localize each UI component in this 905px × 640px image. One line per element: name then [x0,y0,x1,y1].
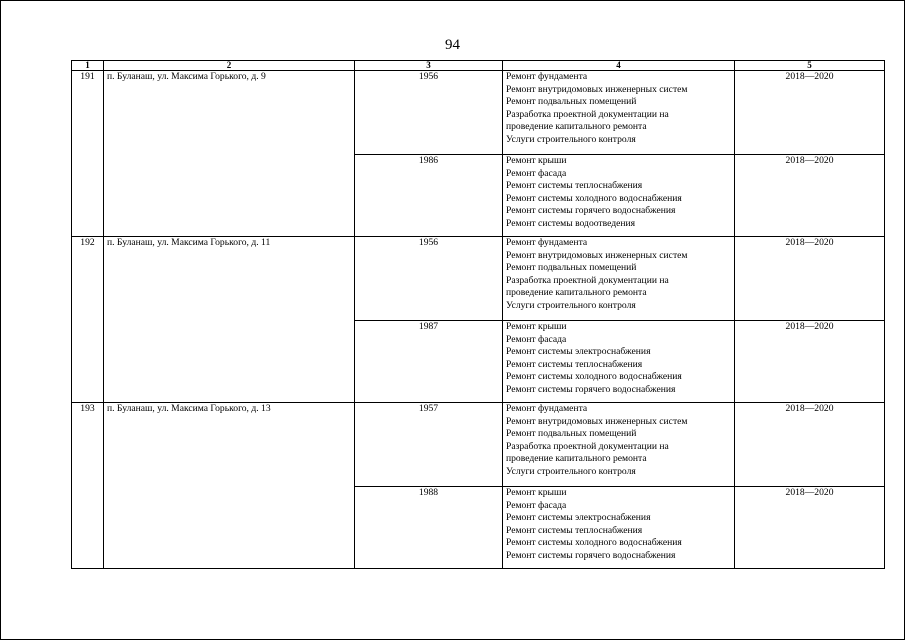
work-item: Ремонт подвальных помещений [506,96,637,108]
work-item: проведение капитального ремонта [506,121,647,133]
entry-number: 191 [72,71,104,237]
works-list [503,321,735,403]
work-item: Разработка проектной документации на [506,274,669,286]
entry-number: 192 [72,237,104,403]
work-item: Ремонт фундамента [506,237,588,248]
table-body [72,71,885,569]
entry-year: 1988 [355,487,503,569]
work-item: Ремонт системы холодного водоснабжения [506,537,682,549]
header-row [72,61,885,71]
work-item: Ремонт фасада [506,167,567,179]
work-item: проведение капитального ремонта [506,287,647,299]
work-item: Ремонт системы холодного водоснабжения [506,371,682,383]
works-list [503,237,735,321]
work-item: Ремонт подвальных помещений [506,428,637,440]
work-item: Ремонт внутридомовых инженерных систем [506,415,688,427]
entry-year: 1987 [355,321,503,403]
works-list [503,71,735,155]
entry-year: 1957 [355,403,503,487]
repair-schedule-table [71,60,885,569]
column-header: 1 [72,61,104,71]
column-header: 4 [503,61,735,71]
works-list [503,403,735,487]
work-item: Ремонт системы горячего водоснабжения [506,549,676,561]
entry-period: 2018—2020 [735,403,885,487]
entry-period: 2018—2020 [735,321,885,403]
entry-year: 1986 [355,155,503,237]
entry-address: п. Буланаш, ул. Максима Горького, д. 13 [104,403,355,569]
work-item: Ремонт внутридомовых инженерных систем [506,249,688,261]
table-row [72,237,885,321]
work-item: Ремонт внутридомовых инженерных систем [506,83,688,95]
table-row [72,71,885,155]
entry-period: 2018—2020 [735,237,885,321]
work-item: Ремонт крыши [506,487,567,498]
work-item: Ремонт системы электроснабжения [506,346,651,358]
column-header: 3 [355,61,503,71]
work-item: Ремонт системы водоотведения [506,217,636,229]
entry-period: 2018—2020 [735,155,885,237]
work-item: Разработка проектной документации на [506,440,669,452]
work-item: Ремонт крыши [506,321,567,332]
work-item: Ремонт фасада [506,499,567,511]
work-item: Ремонт крыши [506,155,567,166]
works-list [503,155,735,237]
work-item: Ремонт фундамента [506,71,588,82]
work-item: Ремонт системы теплоснабжения [506,524,643,536]
column-header: 2 [104,61,355,71]
work-item: Услуги строительного контроля [506,133,636,145]
work-item: Услуги строительного контроля [506,299,636,311]
work-item: проведение капитального ремонта [506,453,647,465]
work-item: Разработка проектной документации на [506,108,669,120]
entry-number: 193 [72,403,104,569]
entry-period: 2018—2020 [735,71,885,155]
work-item: Ремонт системы теплоснабжения [506,358,643,370]
entry-address: п. Буланаш, ул. Максима Горького, д. 9 [104,71,355,237]
work-item: Ремонт системы холодного водоснабжения [506,192,682,204]
entry-address: п. Буланаш, ул. Максима Горького, д. 11 [104,237,355,403]
work-item: Ремонт системы теплоснабжения [506,180,643,192]
column-header: 5 [735,61,885,71]
work-item: Ремонт системы горячего водоснабжения [506,205,676,217]
work-item: Ремонт фундамента [506,403,588,414]
works-list [503,487,735,569]
page-number: 94 [445,37,460,53]
work-item: Ремонт подвальных помещений [506,262,637,274]
entry-period: 2018—2020 [735,487,885,569]
table-row [72,403,885,487]
entry-year: 1956 [355,237,503,321]
work-item: Ремонт системы горячего водоснабжения [506,383,676,395]
entry-year: 1956 [355,71,503,155]
work-item: Ремонт фасада [506,333,567,345]
work-item: Услуги строительного контроля [506,465,636,477]
work-item: Ремонт системы электроснабжения [506,512,651,524]
